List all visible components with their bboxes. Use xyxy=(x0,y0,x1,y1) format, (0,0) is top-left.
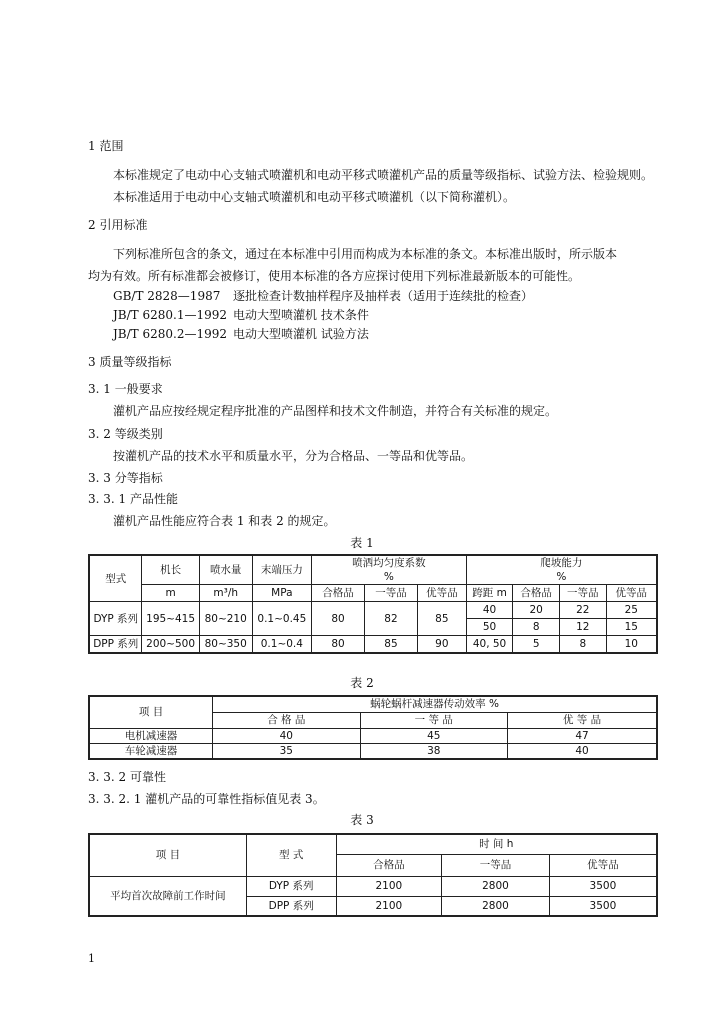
table-2-caption: 表 2 xyxy=(350,676,374,690)
table-3-header-time: 时 间 h xyxy=(336,834,657,854)
table-3-grade-first: 一等品 xyxy=(442,854,550,876)
table-1-header-flow: 喷水量 xyxy=(199,555,252,585)
table-2-value-pass: 35 xyxy=(213,743,360,759)
table-1-unit-length: m xyxy=(142,585,199,602)
table-2-grade-first: 一 等 品 xyxy=(360,712,507,728)
reference-code: GB/T 2828—1987 xyxy=(113,289,221,303)
table-1-grade-pass: 合格品 xyxy=(312,585,365,602)
section-3-3-1-title: 3. 3. 1 产品性能 xyxy=(88,492,178,506)
table-1-span: 40 xyxy=(466,602,513,619)
table-1-length: 195~415 xyxy=(142,602,199,636)
reference-standard xyxy=(113,287,533,305)
table-1 xyxy=(88,554,658,654)
table-3-model: DPP 系列 xyxy=(246,896,336,916)
table-1-uniform-pass: 80 xyxy=(312,636,365,653)
table-1-climb-excellent: 15 xyxy=(606,619,657,636)
section-2-paragraph-line-2: 均为有效。所有标准都会被修订，使用本标准的各方应探讨使用下列标准最新版本的可能性。 xyxy=(88,269,581,283)
table-row xyxy=(89,602,657,619)
table-1-flow: 80~210 xyxy=(199,602,252,636)
section-1-paragraph-2: 本标准适用于电动中心支轴式喷灌机和电动平移式喷灌机（以下简称灌机）。 xyxy=(113,190,516,204)
table-1-header-pressure: 末端压力 xyxy=(252,555,311,585)
table-2-header-efficiency: 蜗轮蜗杆减速器传动效率 % xyxy=(213,696,657,712)
table-3-item: 平均首次故障前工作时间 xyxy=(89,876,246,916)
table-1-climb-excellent: 10 xyxy=(606,636,657,653)
table-3-value-pass: 2100 xyxy=(336,876,442,896)
reference-standard xyxy=(113,306,369,324)
table-1-header-uniformity xyxy=(312,555,467,585)
reference-code: JB/T 6280.2—1992 xyxy=(113,327,228,341)
table-row xyxy=(89,743,657,759)
section-2-title: 2 引用标准 xyxy=(88,218,148,232)
table-1-span: 50 xyxy=(466,619,513,636)
table-row xyxy=(89,728,657,743)
table-3-value-first: 2800 xyxy=(442,896,550,916)
section-2-paragraph-line-1: 下列标准所包含的条文，通过在本标准中引用而构成为本标准的条文。本标准出版时，所示版本 xyxy=(113,247,618,261)
table-2-value-pass: 40 xyxy=(213,728,360,743)
table-1-header-length: 机长 xyxy=(142,555,199,585)
table-2-item: 车轮减速器 xyxy=(89,743,213,759)
table-1-climb-grade-first: 一等品 xyxy=(559,585,606,602)
section-1-title: 1 范围 xyxy=(88,139,124,153)
table-3-grade-excellent: 优等品 xyxy=(549,854,657,876)
table-2-value-first: 45 xyxy=(360,728,507,743)
table-1-header-uniformity-label: 喷洒均匀度系数 xyxy=(352,557,426,569)
table-3 xyxy=(88,833,658,917)
table-2 xyxy=(88,695,658,760)
table-1-unit-flow: m³/h xyxy=(199,585,252,602)
table-row xyxy=(89,636,657,653)
table-1-span: 40, 50 xyxy=(466,636,513,653)
table-1-climb-first: 22 xyxy=(559,602,606,619)
table-1-header-climb-label: 爬坡能力 xyxy=(540,557,583,569)
table-1-uniform-first: 82 xyxy=(365,602,418,636)
table-2-grade-pass: 合 格 品 xyxy=(213,712,360,728)
table-3-value-first: 2800 xyxy=(442,876,550,896)
section-3-2-paragraph: 按灌机产品的技术水平和质量水平，分为合格品、一等品和优等品。 xyxy=(113,449,474,463)
section-3-title: 3 质量等级指标 xyxy=(88,355,172,369)
table-3-value-pass: 2100 xyxy=(336,896,442,916)
table-3-value-excellent: 3500 xyxy=(549,876,657,896)
table-1-pressure: 0.1~0.45 xyxy=(252,602,311,636)
section-1-paragraph-1: 本标准规定了电动中心支轴式喷灌机和电动平移式喷灌机产品的质量等级指标、试验方法、检验规则。 xyxy=(113,168,654,182)
table-1-pressure: 0.1~0.4 xyxy=(252,636,311,653)
table-1-grade-first: 一等品 xyxy=(365,585,418,602)
table-1-uniform-first: 85 xyxy=(365,636,418,653)
table-1-length: 200~500 xyxy=(142,636,199,653)
table-1-model: DYP 系列 xyxy=(89,602,142,636)
section-3-3-title: 3. 3 分等指标 xyxy=(88,471,163,485)
table-1-grade-excellent: 优等品 xyxy=(417,585,466,602)
table-2-value-excellent: 47 xyxy=(508,728,658,743)
table-1-climb-grade-pass: 合格品 xyxy=(513,585,560,602)
table-1-uniform-excellent: 90 xyxy=(417,636,466,653)
table-1-climb-excellent: 25 xyxy=(606,602,657,619)
table-1-header-uniformity-unit: % xyxy=(383,571,394,583)
reference-title: 逐批检查计数抽样程序及抽样表（适用于连续批的检查） xyxy=(233,289,534,303)
table-1-climb-grade-excellent: 优等品 xyxy=(606,585,657,602)
table-2-value-first: 38 xyxy=(360,743,507,759)
table-3-model: DYP 系列 xyxy=(246,876,336,896)
reference-title: 电动大型喷灌机 试验方法 xyxy=(233,327,369,341)
table-1-climb-pass: 8 xyxy=(513,619,560,636)
table-1-model: DPP 系列 xyxy=(89,636,142,653)
section-3-1-title: 3. 1 一般要求 xyxy=(88,382,163,396)
table-1-climb-pass: 20 xyxy=(513,602,560,619)
table-2-header-item: 项 目 xyxy=(89,696,213,728)
section-3-3-2-title: 3. 3. 2 可靠性 xyxy=(88,770,166,784)
table-row xyxy=(89,876,657,896)
table-1-header-climb xyxy=(466,555,657,585)
table-3-caption: 表 3 xyxy=(350,813,374,827)
table-1-flow: 80~350 xyxy=(199,636,252,653)
table-1-climb-first: 12 xyxy=(559,619,606,636)
table-1-climb-pass: 5 xyxy=(513,636,560,653)
table-3-grade-pass: 合格品 xyxy=(336,854,442,876)
table-3-value-excellent: 3500 xyxy=(549,896,657,916)
section-3-1-paragraph: 灌机产品应按经规定程序批准的产品图样和技术文件制造，并符合有关标准的规定。 xyxy=(113,404,558,418)
table-2-item: 电机减速器 xyxy=(89,728,213,743)
table-1-uniform-pass: 80 xyxy=(312,602,365,636)
section-3-3-1-paragraph: 灌机产品性能应符合表 1 和表 2 的规定。 xyxy=(113,514,336,528)
reference-standard xyxy=(113,325,369,343)
table-1-header-climb-unit: % xyxy=(556,571,567,583)
table-1-header-model: 型式 xyxy=(89,555,142,602)
table-1-climb-first: 8 xyxy=(559,636,606,653)
table-2-grade-excellent: 优 等 品 xyxy=(508,712,658,728)
table-1-caption: 表 1 xyxy=(350,536,374,550)
table-2-value-excellent: 40 xyxy=(508,743,658,759)
table-1-unit-pressure: MPa xyxy=(252,585,311,602)
table-3-header-model: 型 式 xyxy=(246,834,336,876)
table-1-header-span: 跨距 m xyxy=(466,585,513,602)
table-3-header-item: 项 目 xyxy=(89,834,246,876)
section-3-3-2-1-title: 3. 3. 2. 1 灌机产品的可靠性指标值见表 3。 xyxy=(88,792,325,806)
reference-code: JB/T 6280.1—1992 xyxy=(113,308,228,322)
section-3-2-title: 3. 2 等级类别 xyxy=(88,427,163,441)
table-1-uniform-excellent: 85 xyxy=(417,602,466,636)
page-number: 1 xyxy=(88,952,95,965)
reference-title: 电动大型喷灌机 技术条件 xyxy=(233,308,369,322)
